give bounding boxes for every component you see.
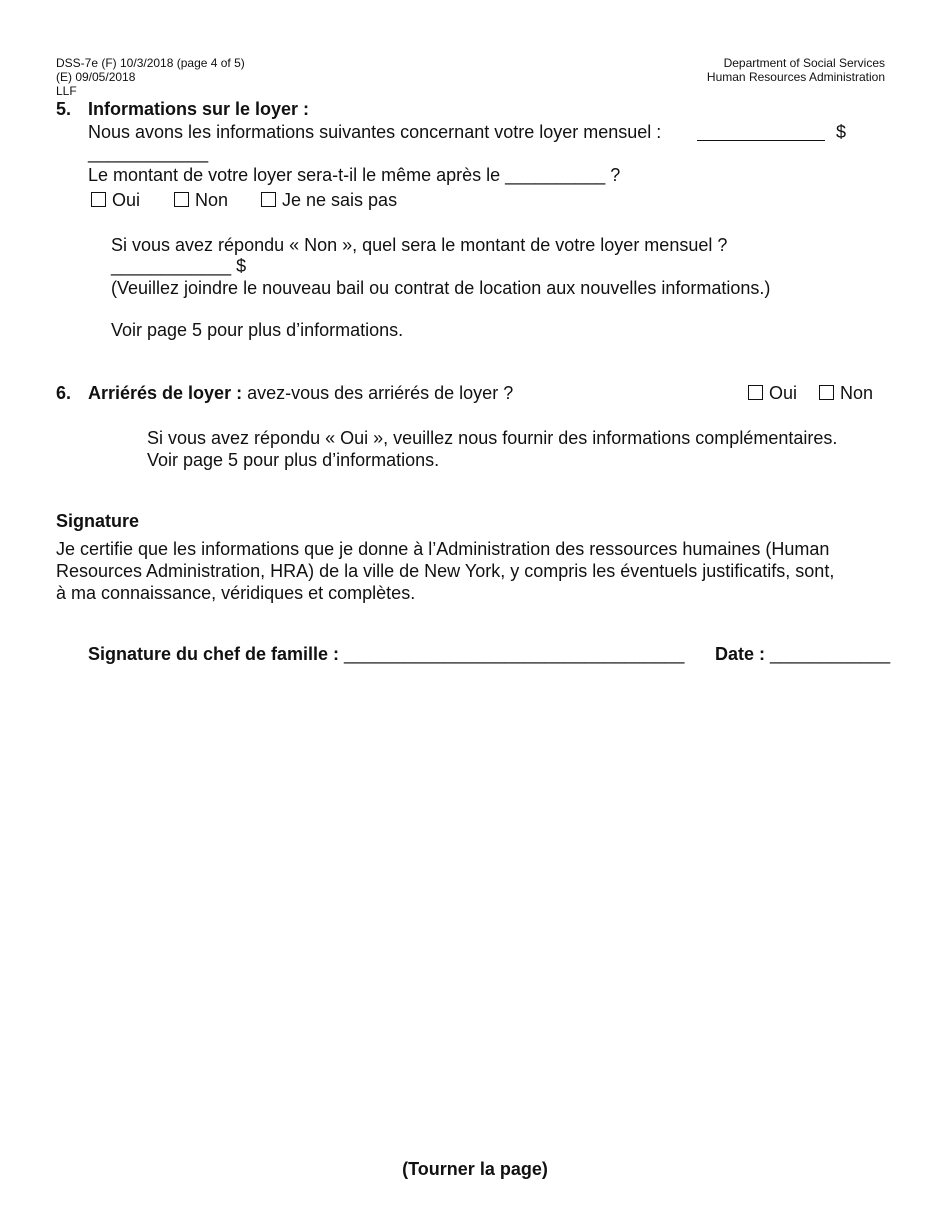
english-date: (E) 09/05/2018	[56, 70, 136, 84]
arrears-checkbox-non[interactable]	[819, 385, 834, 400]
arrears-option-non[interactable]	[819, 382, 873, 404]
rent-line-blank[interactable]: ____________	[88, 143, 209, 163]
option-unknown-label: Je ne sais pas	[282, 190, 398, 210]
section5-number: 5.	[56, 99, 72, 119]
attach-lease-note: (Veuillez joindre le nouveau bail ou contrat de location aux nouvelles informations.)	[111, 278, 771, 298]
section5-see-page: Voir page 5 pour plus d’informations.	[111, 320, 404, 340]
section6-number: 6.	[56, 383, 72, 403]
new-rent-blank[interactable]: ____________ $	[111, 256, 247, 276]
option-non[interactable]	[174, 189, 228, 211]
turn-page-note: (Tourner la page)	[402, 1159, 548, 1179]
head-signature-row	[88, 643, 684, 665]
option-non-label: Non	[195, 190, 229, 210]
section6-see-page: Voir page 5 pour plus d’informations.	[147, 450, 440, 470]
checkbox-unknown[interactable]	[261, 192, 276, 207]
certification-line-1: Je certifie que les informations que je donne à l’Administration des ressources humaines (Human	[56, 539, 830, 559]
head-signature-field[interactable]: __________________________________	[344, 644, 685, 664]
arrears-oui-label: Oui	[769, 383, 798, 403]
rent-amount-field[interactable]	[697, 140, 825, 141]
option-oui[interactable]	[91, 189, 140, 211]
date-row	[715, 643, 890, 665]
option-oui-label: Oui	[112, 190, 141, 210]
arrears-checkbox-oui[interactable]	[748, 385, 763, 400]
date-field[interactable]: ____________	[770, 644, 891, 664]
date-label: Date :	[715, 644, 771, 664]
signature-heading: Signature	[56, 511, 140, 531]
arrears-option-oui[interactable]	[748, 382, 797, 404]
arrears-if-yes: Si vous avez répondu « Oui », veuillez nous fournir des informations complémentaires.	[147, 428, 838, 448]
administration-name: Human Resources Administration	[706, 70, 885, 84]
option-unknown[interactable]	[261, 189, 397, 211]
rent-currency: $	[836, 122, 847, 142]
certification-line-2: Resources Administration, HRA) de la ville de New York, y compris les éventuels justificatifs, sont,	[56, 561, 835, 581]
section6-question-line	[88, 382, 513, 404]
same-rent-question: Le montant de votre loyer sera-t-il le même après le __________ ?	[88, 165, 621, 185]
certification-line-3: à ma connaissance, véridiques et complètes.	[56, 583, 416, 603]
rent-info-text: Nous avons les informations suivantes concernant votre loyer mensuel :	[88, 122, 662, 142]
form-code: LLF	[56, 84, 77, 98]
section6-title: Arriérés de loyer :	[88, 383, 243, 403]
department-name: Department of Social Services	[723, 56, 885, 70]
section5-title: Informations sur le loyer :	[88, 99, 310, 119]
form-id: DSS-7e (F) 10/3/2018 (page 4 of 5)	[56, 56, 245, 70]
checkbox-oui[interactable]	[91, 192, 106, 207]
section6-question: avez-vous des arriérés de loyer ?	[242, 383, 514, 403]
if-no-question: Si vous avez répondu « Non », quel sera le montant de votre loyer mensuel ?	[111, 235, 728, 255]
head-signature-label: Signature du chef de famille :	[88, 644, 345, 664]
checkbox-non[interactable]	[174, 192, 189, 207]
arrears-non-label: Non	[840, 383, 874, 403]
